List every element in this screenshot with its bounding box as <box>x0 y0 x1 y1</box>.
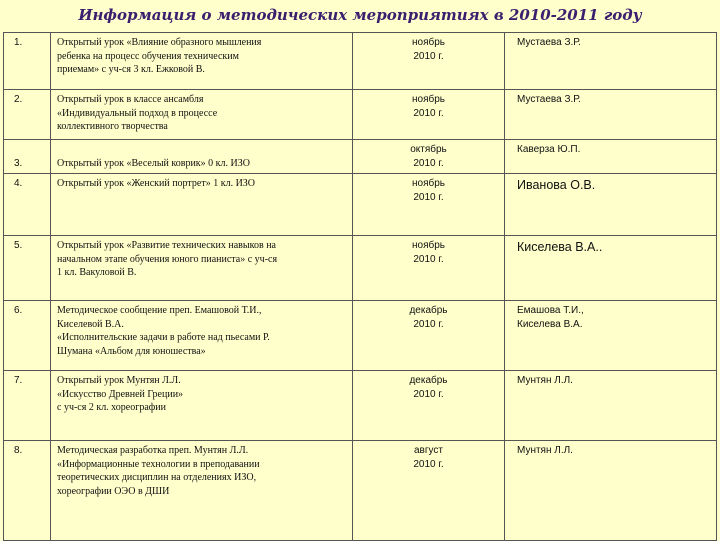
row-number: 6. <box>4 301 51 371</box>
event-description: Открытый урок «Развитие технических навыков на начальном этапе обучения юного пианиста» с уч-ся 1 кл. Вакуловой В. <box>51 236 353 301</box>
event-description: Открытый урок «Веселый коврик» 0 кл. ИЗО <box>51 140 353 174</box>
responsible-person: Каверза Ю.П. <box>505 140 717 174</box>
responsible-person: Мунтян Л.Л. <box>505 371 717 441</box>
row-number: 1. <box>4 33 51 90</box>
event-date: ноябрь 2010 г. <box>353 33 505 90</box>
responsible-person: Мустаева З.Р. <box>505 90 717 140</box>
row-number: 7. <box>4 371 51 441</box>
table-row <box>4 33 717 90</box>
row-number: 3. <box>4 140 51 174</box>
table-row <box>4 441 717 541</box>
event-date: октябрь 2010 г. <box>353 140 505 174</box>
event-description: Методическая разработка преп. Мунтян Л.Л. «Информационные технологии в преподавании теоретических дисциплин на отделениях ИЗО, хореографии ОЭО в ДШИ <box>51 441 353 541</box>
event-date: декабрь 2010 г. <box>353 371 505 441</box>
table-row <box>4 301 717 371</box>
event-date: ноябрь 2010 г. <box>353 90 505 140</box>
event-description: Открытый урок в классе ансамбля «Индивидуальный подход в процессе коллективного творчества <box>51 90 353 140</box>
row-number: 2. <box>4 90 51 140</box>
responsible-person: Киселева В.А.. <box>505 236 717 301</box>
event-date: ноябрь 2010 г. <box>353 236 505 301</box>
event-date: декабрь 2010 г. <box>353 301 505 371</box>
table-row <box>4 236 717 301</box>
responsible-person: Емашова Т.И., Киселева В.А. <box>505 301 717 371</box>
events-table <box>3 32 717 541</box>
table-row <box>4 90 717 140</box>
event-description: Открытый урок «Женский портрет» 1 кл. ИЗО <box>51 174 353 236</box>
responsible-person: Мустаева З.Р. <box>505 33 717 90</box>
row-number: 5. <box>4 236 51 301</box>
page-title: Информация о методических мероприятиях в 2010-2011 году <box>78 6 642 24</box>
table-row <box>4 371 717 441</box>
row-number: 8. <box>4 441 51 541</box>
event-description: Открытый урок Мунтян Л.Л. «Искусство Древней Греции» с уч-ся 2 кл. хореографии <box>51 371 353 441</box>
responsible-person: Мунтян Л.Л. <box>505 441 717 541</box>
row-number: 4. <box>4 174 51 236</box>
event-description: Методическое сообщение преп. Емашовой Т.И., Киселевой В.А. «Исполнительские задачи в работе над пьесами Р. Шумана «Альбом для юношества» <box>51 301 353 371</box>
table-row <box>4 174 717 236</box>
event-description: Открытый урок «Влияние образного мышления ребенка на процесс обучения техническим приемам» с уч-ся 3 кл. Ежковой В. <box>51 33 353 90</box>
table-row <box>4 140 717 174</box>
event-date: август 2010 г. <box>353 441 505 541</box>
responsible-person: Иванова О.В. <box>505 174 717 236</box>
event-date: ноябрь 2010 г. <box>353 174 505 236</box>
